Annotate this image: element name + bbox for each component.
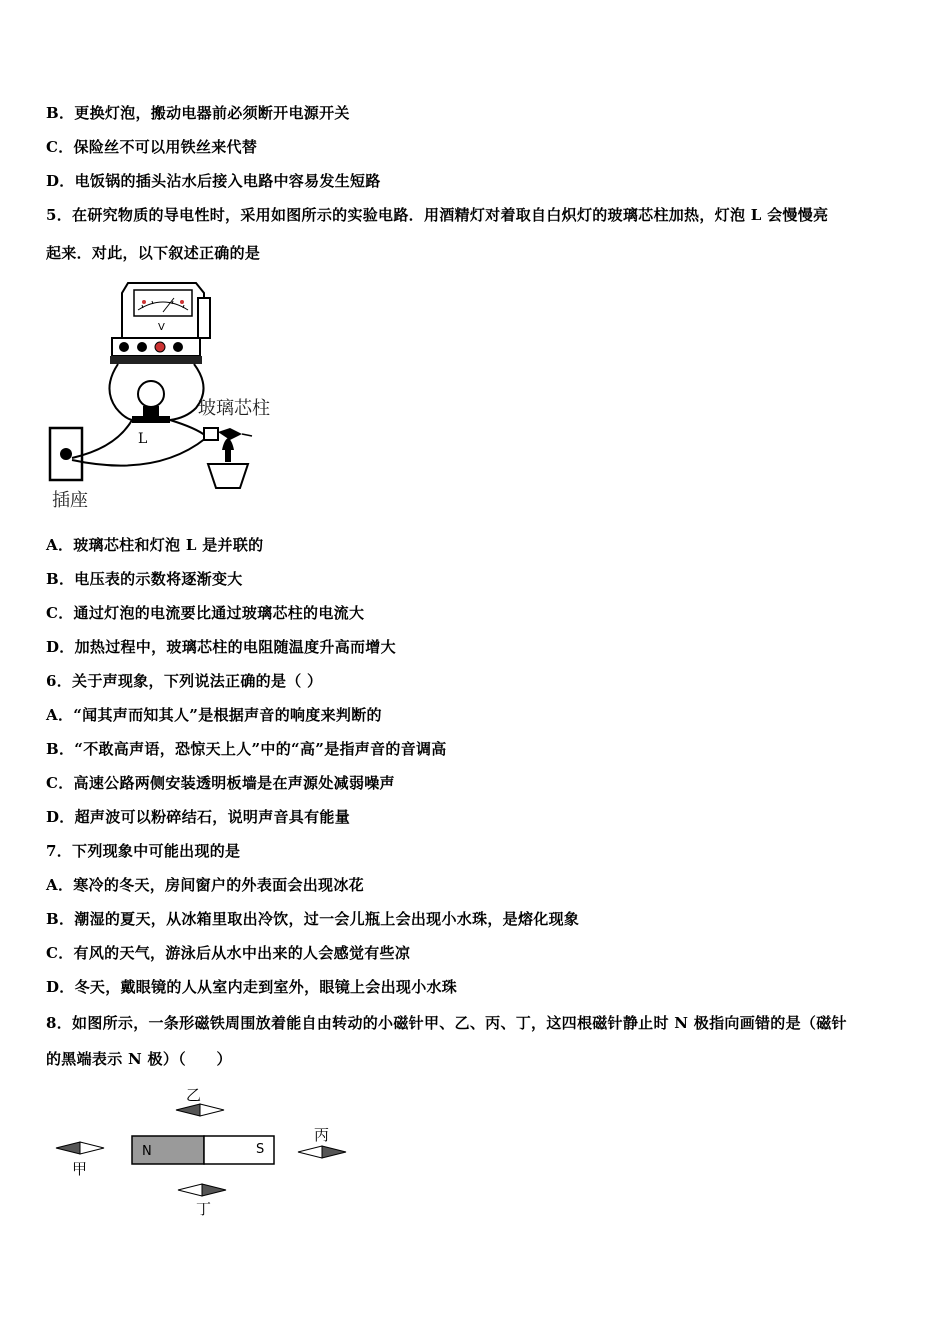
needle-ding-icon [178, 1184, 226, 1196]
q5-option-c: C．通过灯泡的电流要比通过玻璃芯柱的电流大 [46, 604, 365, 622]
glass-core-label: 玻璃芯柱 [198, 398, 270, 419]
magnet-n-label: N [142, 1144, 152, 1159]
q6-stem: 6．关于声现象，下列说法正确的是（ ） [46, 672, 323, 690]
needle-bing-label: 丙 [314, 1126, 330, 1144]
q7-option-b: B．潮湿的夏天，从冰箱里取出冷饮，过一会儿瓶上会出现小水珠，是熔化现象 [46, 910, 580, 928]
q7-option-d: D．冬天，戴眼镜的人从室内走到室外，眼镜上会出现小水珠 [46, 978, 458, 996]
q8-stem-line1: 8．如图所示，一条形磁铁周围放着能自由转动的小磁针甲、乙、丙、丁，这四根磁针静止时 N 极指向画错的是（磁针 [46, 1014, 847, 1032]
q5-option-b: B．电压表的示数将逐渐变大 [46, 570, 243, 588]
q7-option-c: C．有风的天气，游泳后从水中出来的人会感觉有些凉 [46, 944, 411, 962]
needle-yi-label: 乙 [186, 1086, 202, 1104]
q6-option-a: A．“闻其声而知其人”是根据声音的响度来判断的 [46, 706, 382, 724]
q4-option-b: B．更换灯泡，搬动电器前必须断开电源开关 [46, 104, 350, 122]
light-bulb-icon [132, 381, 170, 423]
circuit-figure [46, 278, 296, 510]
socket-label: 插座 [52, 490, 88, 511]
q5-stem-line2: 起来．对此，以下叙述正确的是 [46, 244, 261, 262]
magnet-diagram [50, 1080, 360, 1220]
q4-option-c: C．保险丝不可以用铁丝来代替 [46, 138, 258, 156]
needle-jia-label: 甲 [72, 1160, 88, 1178]
alcohol-lamp-icon [208, 438, 248, 488]
q6-option-c: C．高速公路两侧安装透明板墙是在声源处减弱噪声 [46, 774, 395, 792]
q7-stem: 7．下列现象中可能出现的是 [46, 842, 241, 860]
voltmeter-label: V [158, 322, 165, 333]
q8-stem-line2: 的黑端表示 N 极）（ ） [46, 1050, 232, 1068]
q4-option-d: D．电饭锅的插头沾水后接入电路中容易发生短路 [46, 172, 381, 190]
wall-socket-icon [50, 428, 82, 480]
needle-jia-icon [56, 1142, 104, 1154]
q6-option-b: B．“不敢高声语，恐惊天上人”中的“高”是指声音的音调高 [46, 740, 447, 758]
magnet-s-label: S [256, 1142, 265, 1157]
needle-bing-icon [298, 1146, 346, 1158]
needle-ding-label: 丁 [196, 1200, 212, 1218]
q5-option-a: A．玻璃芯柱和灯泡 L 是并联的 [46, 536, 264, 554]
q6-option-d: D．超声波可以粉碎结石，说明声音具有能量 [46, 808, 351, 826]
magnet-figure [50, 1080, 360, 1220]
q5-option-d: D．加热过程中，玻璃芯柱的电阻随温度升高而增大 [46, 638, 396, 656]
needle-yi-icon [176, 1104, 224, 1116]
q5-stem-line1: 5．在研究物质的导电性时，采用如图所示的实验电路．用酒精灯对着取自白炽灯的玻璃芯柱加热，灯泡 L 会慢慢亮 [46, 206, 829, 224]
q7-option-a: A．寒冷的冬天，房间窗户的外表面会出现冰花 [46, 876, 364, 894]
bulb-label: L [138, 431, 148, 447]
